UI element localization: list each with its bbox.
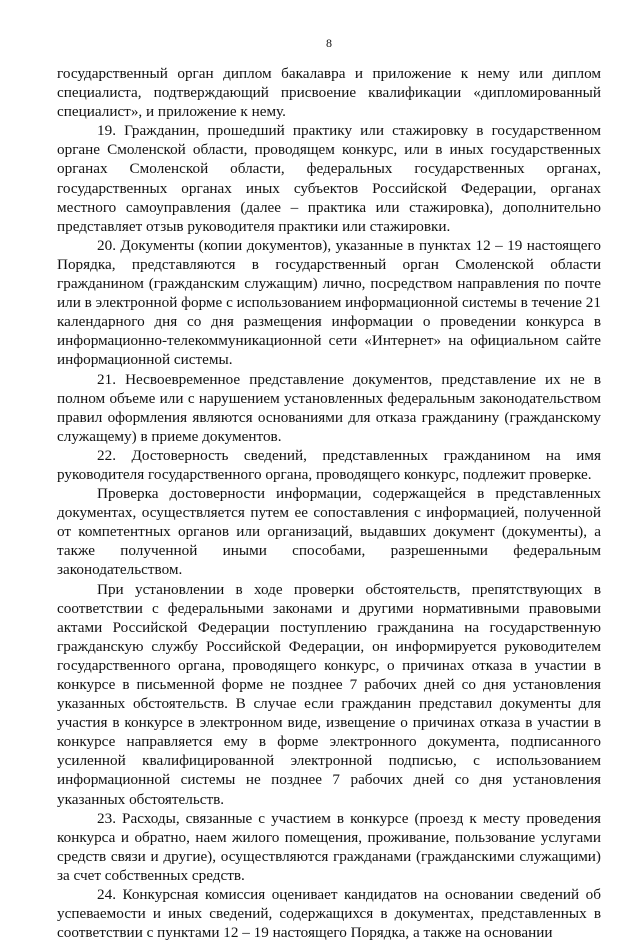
paragraph-21: 21. Несвоевременное представление документов, представление их не в полном объеме или с нарушением установленных федеральным законодательством правил оформления являются основаниями для отказа гражданину (гражданскому служащему) в приеме документов. [57,370,601,445]
paragraph-22-verification: Проверка достоверности информации, содержащейся в представленных документах, осуществляется путем ее сопоставления с информацией, полученной от компетентных органов или организаций, выдавших документ (документы), а также полученной иными способами, разрешенными федеральным законодательством. [57,485,601,579]
page-number: 8 [326,36,332,50]
paragraph-19: 19. Гражданин, прошедший практику или стажировку в государственном органе Смоленской области, проводящем конкурс, или в иных государственных органах Смоленской области, федеральных государственных органах, государственных органах иных субъектов Российской Федерации, органах местного самоуправления (далее – практика или стажировка), дополнительно представляет отзыв руководителя практики или стажировки. [57,122,601,235]
paragraph-23: 23. Расходы, связанные с участием в конкурсе (проезд к месту проведения конкурса и обратно, наем жилого помещения, проживание, пользование услугами средств связи и другие), осуществляются гражданами (гражданскими служащими) за счет собственных средств. [57,809,601,884]
paragraph-22: 22. Достоверность сведений, представленных гражданином на имя руководителя государственного органа, проводящего конкурс, подлежит проверке. [57,446,601,483]
paragraph-24: 24. Конкурсная комиссия оценивает кандидатов на основании сведений об успеваемости и иных сведений, содержащихся в документах, представленных в соответствии с пунктами 12 – 19 настоящего Порядка, а также на основании [57,886,601,942]
paragraph-continuation: государственный орган диплом бакалавра и приложение к нему или диплом специалиста, подтверждающий присвоение квалификации «дипломированный специалист», и приложение к нему. [57,65,601,121]
paragraph-22-refusal: При установлении в ходе проверки обстоятельств, препятствующих в соответствии с федеральными законами и другими нормативными правовыми актами Российской Федерации поступлению гражданина на государственную гражданскую службу Российской Федерации, он информируется руководителем государственного органа, проводящего конкурс, о причинах отказа в участии в конкурсе в письменной форме не позднее 7 рабочих дней со дня установления указанных обстоятельств. В случае если гражданин представил документы для участия в конкурсе в электронном виде, извещение о причинах отказа в участии в конкурсе направляется ему в форме электронного документа, подписанного усиленной квалифицированной электронной подписью, с использованием информационной системы не позднее 7 рабочих дней со дня установления указанных обстоятельств. [57,580,601,808]
paragraph-20: 20. Документы (копии документов), указанные в пунктах 12 – 19 настоящего Порядка, представляются в государственный орган Смоленской области гражданином (гражданским служащим) лично, посредством направления по почте или в электронной форме с использованием информационной системы в течение 21 календарного дня со дня размещения информации о проведении конкурса в информационно-телекоммуникационной сети «Интернет» на официальном сайте информационной системы. [57,236,601,369]
